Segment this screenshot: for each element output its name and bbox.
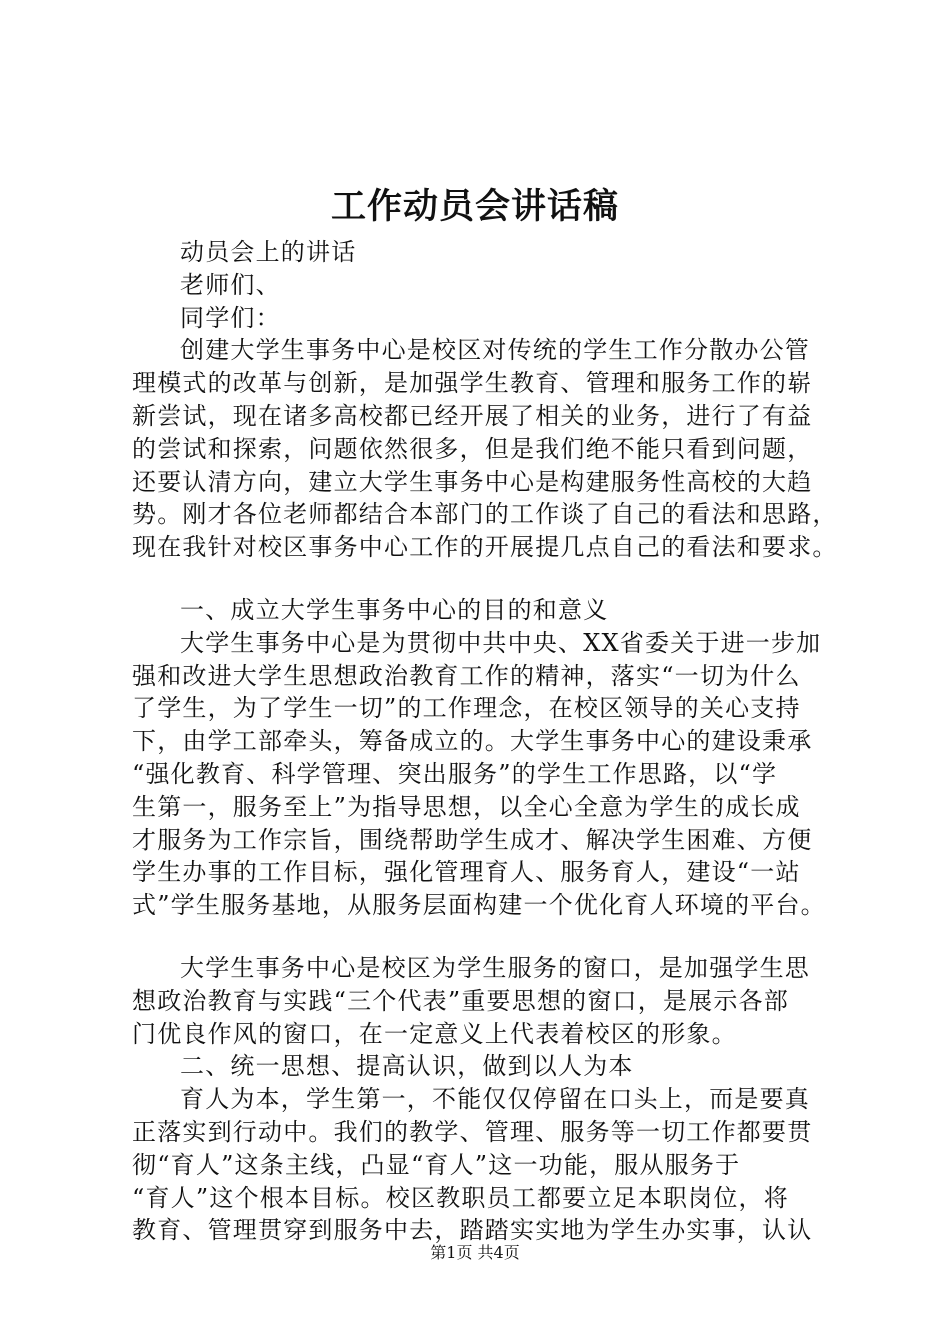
text-line: 一、成立大学生事务中心的目的和意义 <box>180 595 609 624</box>
paragraph-spacer <box>132 564 850 594</box>
text-line: 想政治教育与实践“三个代表”重要思想的窗口，是展示各部 <box>132 986 789 1015</box>
page-footer: 第1页 共4页 <box>430 1243 520 1262</box>
text-line: 理模式的改革与创新，是加强学生教育、管理和服务工作的崭 <box>132 369 813 398</box>
paragraph-spacer <box>132 922 850 952</box>
text-line: 彻“育人”这条主线，凸显“育人”这一功能，服从服务于 <box>132 1150 741 1179</box>
text-line: “育人”这个根本目标。校区教职员工都要立足本职岗位，将 <box>132 1183 789 1212</box>
text-line: 还要认清方向，建立大学生事务中心是构建服务性高校的大趋 <box>132 467 813 496</box>
text-line: “强化教育、科学管理、突出服务”的学生工作思路，以“学 <box>132 759 778 788</box>
text-line: 大学生事务中心是校区为学生服务的窗口，是加强学生思 <box>180 953 810 982</box>
text-line: 强和改进大学生思想政治教育工作的精神，落实“一切为什么 <box>132 661 801 690</box>
text-line: 动员会上的讲话 <box>180 238 357 266</box>
text-line: 生第一，服务至上”为指导思想，以全心全意为学生的成长成 <box>132 792 801 821</box>
text-line: 式”学生服务基地，从服务层面构建一个优化育人环境的平台。 <box>132 891 826 920</box>
text-line: 老师们、 <box>180 270 281 299</box>
text-line: 学生办事的工作目标，强化管理育人、服务育人，建设“一站 <box>132 858 801 887</box>
text-line: 门优良作风的窗口，在一定意义上代表着校区的形象。 <box>132 1019 737 1048</box>
text-line: 育人为本，学生第一，不能仅仅停留在口头上，而是要真 <box>180 1085 810 1114</box>
text-line: 势。刚才各位老师都结合本部门的工作谈了自己的看法和思路， <box>132 500 838 529</box>
document-title: 工作动员会讲话稿 <box>330 186 619 227</box>
text-line: 了学生，为了学生一切”的工作理念，在校区领导的关心支持 <box>132 694 801 723</box>
text-line: 的尝试和探索，问题依然很多，但是我们绝不能只看到问题， <box>132 434 813 463</box>
text-line: 二、统一思想、提高认识，做到以人为本 <box>180 1052 634 1081</box>
text-line: 正落实到行动中。我们的教学、管理、服务等一切工作都要贯 <box>132 1117 813 1146</box>
text-line: 大学生事务中心是为贯彻中共中央、XX省委关于进一步加 <box>180 628 822 657</box>
text-line: 新尝试，现在诸多高校都已经开展了相关的业务，进行了有益 <box>132 401 813 430</box>
text-line: 下，由学工部牵头，筹备成立的。大学生事务中心的建设秉承 <box>132 727 813 756</box>
text-line: 同学们： <box>180 303 281 332</box>
text-line: 才服务为工作宗旨，围绕帮助学生成才、解决学生困难、方便 <box>132 825 813 854</box>
text-line: 教育、管理贯穿到服务中去，踏踏实实地为学生办实事，认认 <box>132 1216 813 1245</box>
document-body <box>132 236 850 1247</box>
text-line: 现在我针对校区事务中心工作的开展提几点自己的看法和要求。 <box>132 533 838 562</box>
text-line: 创建大学生事务中心是校区对传统的学生工作分散办公管 <box>180 336 810 365</box>
